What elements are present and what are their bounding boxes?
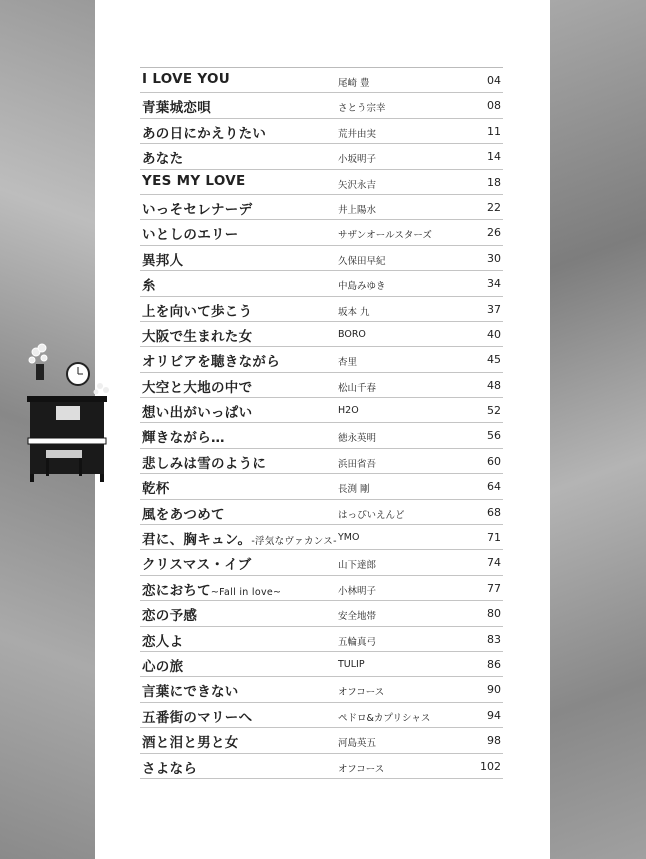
song-title: YES MY LOVE [142,172,246,189]
toc-row[interactable] [140,347,503,372]
artist-name: TULIP [338,658,365,670]
toc-row[interactable] [140,703,503,728]
artist-name: 中島みゆき [338,281,386,293]
page-number: 48 [487,378,501,392]
artist-name: 五輪真弓 [338,636,377,648]
artist-name: 小林明子 [338,585,377,597]
page-number: 26 [487,226,501,240]
song-title: 上を向いて歩こう [142,303,253,320]
table-of-contents [140,67,503,779]
page-number: 64 [487,480,501,494]
song-title: あなた [142,151,184,168]
page-number: 18 [487,175,501,189]
song-title: 五番街のマリーへ [142,709,253,726]
page-number: 102 [480,759,501,773]
page-number: 22 [487,200,501,214]
page-number: 11 [487,124,501,138]
song-title: いとしのエリー [142,227,239,244]
page-number: 52 [487,404,501,418]
artist-name: 徳永英明 [338,433,377,445]
toc-row[interactable] [140,550,503,575]
page-number: 98 [487,734,501,748]
page-number: 83 [487,632,501,646]
toc-row[interactable] [140,601,503,626]
toc-row[interactable] [140,144,503,169]
page-number: 86 [487,657,501,671]
song-title: I LOVE YOU [142,71,231,87]
artist-name: 矢沢永吉 [338,179,377,191]
toc-row[interactable] [140,525,503,550]
song-title: 君に、胸キュン。-浮気なヴァカンス- [142,532,337,549]
toc-row[interactable] [140,728,503,753]
artist-name: BORO [338,328,366,340]
song-title: 言葉にできない [142,684,239,701]
page-number: 34 [487,277,501,291]
page-number: 14 [487,150,501,164]
artist-name: ペドロ&カプリシャス [338,712,431,724]
page-number: 60 [487,454,501,468]
toc-row[interactable] [140,474,503,499]
page-number: 45 [487,353,501,367]
toc-row[interactable] [140,627,503,652]
song-subtitle: -浮気なヴァカンス- [251,536,337,548]
toc-row[interactable] [140,373,503,398]
artist-name: オフコース [338,687,385,699]
toc-row[interactable] [140,322,503,347]
page-number: 04 [487,74,501,87]
song-title: 悲しみは雪のように [142,455,267,472]
background-texture-right [550,0,646,859]
piano-illustration-icon [22,340,117,485]
toc-row[interactable] [140,220,503,245]
artist-name: オフコース [338,763,385,775]
toc-row[interactable] [140,398,503,423]
artist-name: 安全地帯 [338,611,377,623]
song-title: 乾杯 [142,481,170,498]
artist-name: H2O [338,405,359,417]
artist-name: 浜田省吾 [338,458,377,470]
song-title: 心の旅 [142,658,184,675]
page-number: 08 [487,99,501,113]
page-number: 56 [487,429,501,443]
page-number: 40 [487,327,501,341]
song-title: 酒と泪と男と女 [142,735,239,752]
page-number: 68 [487,505,501,519]
page-number: 77 [487,581,501,595]
page-number: 74 [487,556,501,570]
song-title: さよなら [142,760,198,777]
artist-name: YMO [338,532,360,544]
song-title: 恋におちて~Fall in love~ [142,582,282,599]
song-title: 風をあつめて [142,506,225,523]
toc-row[interactable] [140,170,503,195]
artist-name: 荒井由実 [338,128,377,140]
toc-row[interactable] [140,297,503,322]
page-number: 30 [487,251,501,265]
page-number: 71 [487,531,501,545]
toc-row[interactable] [140,652,503,677]
song-title: 恋人よ [142,633,184,650]
artist-name: 坂本 九 [338,306,370,318]
song-title: あの日にかえりたい [142,125,267,142]
song-title: いっそセレナーデ [142,201,253,218]
artist-name: 山下達郎 [338,560,377,572]
artist-name: 長渕 剛 [338,484,370,496]
toc-row[interactable] [140,500,503,525]
toc-row[interactable] [140,246,503,271]
artist-name: 河島英五 [338,738,377,750]
song-title: 恋の予感 [142,608,198,625]
toc-row[interactable] [140,423,503,448]
artist-name: 松山千春 [338,382,377,394]
artist-name: 井上陽水 [338,204,377,216]
song-title: クリスマス・イブ [142,557,252,574]
artist-name: はっぴいえんど [338,509,405,521]
artist-name: サザンオールスターズ [338,230,432,242]
toc-row[interactable] [140,119,503,144]
toc-row[interactable] [140,68,503,93]
toc-row[interactable] [140,271,503,296]
artist-name: 久保田早紀 [338,255,386,267]
artist-name: さとう宗幸 [338,103,386,115]
page-number: 37 [487,302,501,316]
artist-name: 小坂明子 [338,154,377,166]
toc-row[interactable] [140,93,503,118]
page-number: 90 [487,683,501,697]
song-title: 大空と大地の中で [142,379,253,396]
artist-name: 杏里 [338,357,358,369]
toc-row[interactable] [140,195,503,220]
page-number: 80 [487,607,501,621]
song-title: 青葉城恋唄 [142,100,211,117]
song-title: 輝きながら… [142,430,225,447]
song-title: 糸 [142,278,156,295]
song-title: 想い出がいっぱい [142,405,253,422]
song-subtitle: ~Fall in love~ [210,586,282,598]
toc-row[interactable] [140,754,503,779]
toc-row[interactable] [140,677,503,702]
artist-name: 尾崎 豊 [338,78,370,89]
song-title: オリビアを聴きながら [142,354,280,371]
toc-row[interactable] [140,576,503,601]
page-number: 94 [487,708,501,722]
toc-row[interactable] [140,449,503,474]
song-title: 異邦人 [142,252,184,269]
song-title: 大阪で生まれた女 [142,328,253,345]
